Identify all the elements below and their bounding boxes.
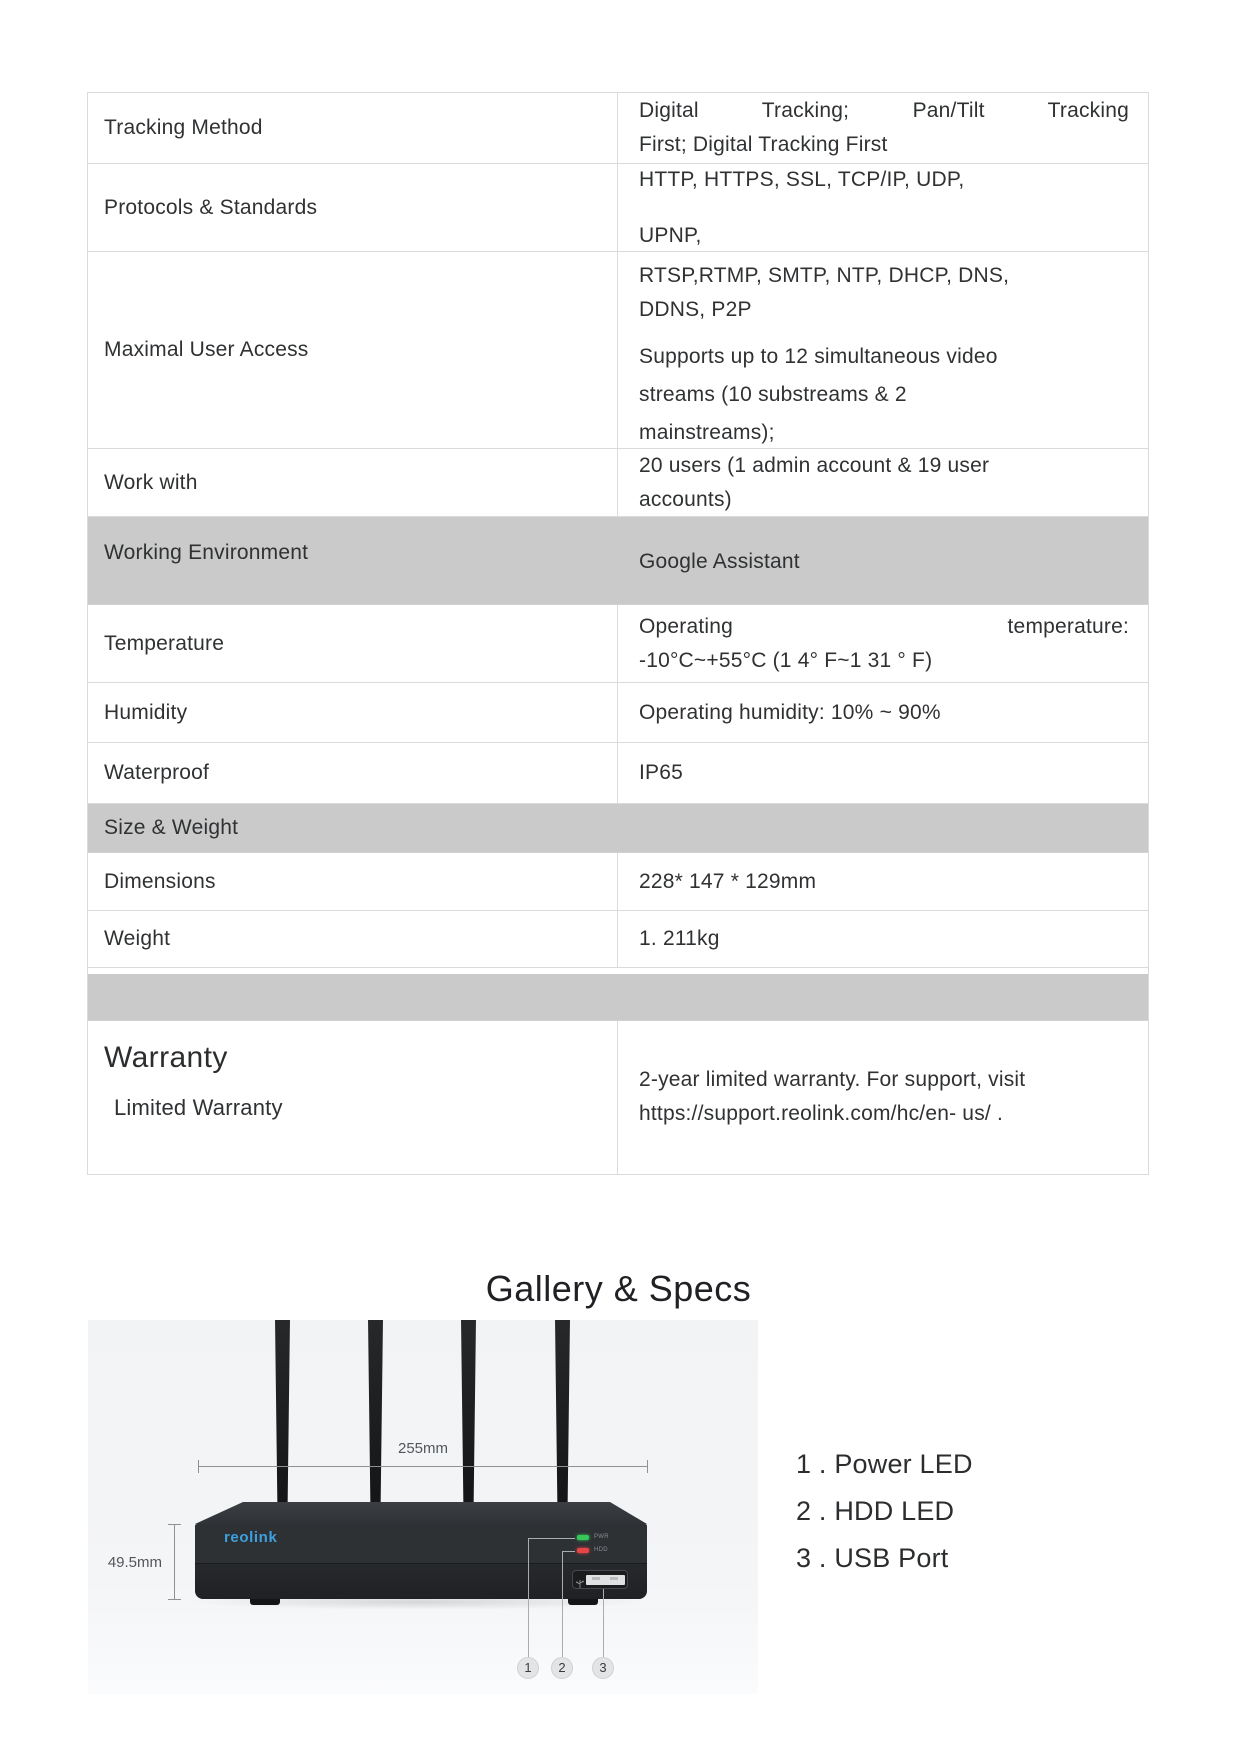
table-row: [88, 1021, 1148, 1174]
power-led-label: PWR: [594, 1534, 609, 1540]
dimension-tick: [168, 1599, 181, 1600]
usb-icon: [576, 1576, 584, 1594]
callout-line: [603, 1589, 604, 1657]
spec-value-line: 228* 147 * 129mm: [639, 869, 817, 893]
antenna: [367, 1320, 384, 1506]
table-row: [88, 853, 1148, 911]
spec-value: [618, 164, 1148, 251]
spec-label: Temperature: [88, 605, 618, 682]
callout-2-badge: 2: [551, 1657, 573, 1679]
spec-value-line: 1. 211kg: [639, 927, 720, 950]
spec-value-line: 20 users (1 admin account & 19 user: [639, 453, 990, 477]
spec-value-line: IP65: [639, 761, 683, 784]
table-section-row: [88, 517, 1148, 605]
spec-label-group: [88, 1021, 618, 1174]
spec-value-line: DDNS, P2P: [639, 298, 752, 321]
antenna: [554, 1320, 571, 1506]
dimension-tick: [168, 1524, 181, 1525]
gallery-heading: Gallery & Specs: [485, 1268, 752, 1309]
callout-line: [528, 1538, 575, 1539]
spec-value: [618, 449, 1148, 516]
spec-value-line: mainstreams);: [639, 421, 775, 444]
spec-value-line: -10°C~+55°C (1 4° F~1 31 ° F): [639, 648, 933, 672]
legend-item-power-led: 1 . Power LED: [796, 1449, 973, 1479]
spec-label: Humidity: [88, 683, 618, 742]
spec-value-line: First; Digital Tracking First: [639, 133, 888, 156]
spec-value-line: Google Assistant: [639, 550, 800, 573]
spec-value-line: RTSP,RTMP, SMTP, NTP, DHCP, DNS,: [639, 264, 1010, 287]
reolink-logo: reolink: [224, 1529, 278, 1546]
warranty-sub-label: Limited Warranty: [114, 1095, 283, 1120]
spec-value-line: Digital Tracking; Pan/Tilt Tracking: [639, 99, 1129, 122]
product-image: [88, 1320, 758, 1694]
spec-section-label: Working Environment: [104, 541, 309, 564]
table-section-row: [88, 804, 1148, 853]
spec-label: Maximal User Access: [88, 252, 618, 448]
spec-value: [618, 93, 1148, 163]
hdd-led-label: HDD: [594, 1547, 608, 1553]
height-dimension-label: 49.5mm: [107, 1554, 162, 1571]
spec-value: [618, 605, 1148, 682]
spec-label: Weight: [88, 911, 618, 967]
antenna: [460, 1320, 477, 1506]
callout-line: [562, 1551, 563, 1657]
table-row: [88, 252, 1148, 449]
spec-label: Dimensions: [88, 853, 618, 910]
spec-value: [618, 683, 1148, 742]
spec-value-line: accounts): [639, 487, 732, 511]
warranty-section-title: Warranty: [104, 1041, 228, 1074]
legend-item-hdd-led: 2 . HDD LED: [796, 1496, 955, 1526]
spec-label: Tracking Method: [88, 93, 618, 163]
callout-3-badge: 3: [592, 1657, 614, 1679]
device-foot: [250, 1598, 280, 1605]
table-row: [88, 605, 1148, 683]
width-dimension-label: 255mm: [397, 1440, 449, 1457]
spec-value-line: Operating humidity: 10% ~ 90%: [639, 700, 941, 724]
spec-label: Protocols & Standards: [88, 164, 618, 251]
spec-value: [618, 743, 1148, 803]
spec-table: [87, 92, 1149, 1175]
power-led-icon: [577, 1535, 589, 1540]
table-spacer-row: [88, 974, 1148, 1021]
spec-value-line: 2-year limited warranty. For support, visit: [639, 1068, 1026, 1091]
spec-value-line: Operating temperature:: [639, 614, 1129, 638]
empty-cell: [88, 974, 618, 1020]
warranty-support-url: https://support.reolink.com/hc/en- us/ .: [639, 1102, 1003, 1125]
spec-value-line: streams (10 substreams & 2: [639, 383, 907, 406]
table-row: [88, 683, 1148, 743]
spec-value-line: HTTP, HTTPS, SSL, TCP/IP, UDP,: [639, 167, 965, 191]
spec-label: Work with: [88, 449, 618, 516]
spec-value-paragraph: [639, 338, 1129, 452]
spec-value: [618, 517, 1148, 604]
usb-connector: [586, 1575, 625, 1585]
callout-line: [562, 1551, 575, 1552]
gallery-legend: [796, 1441, 973, 1582]
spec-value: [618, 1021, 1148, 1174]
usb-port: [572, 1570, 628, 1589]
dimension-tick: [198, 1460, 199, 1473]
spec-value: [618, 853, 1148, 910]
spec-value-line: Supports up to 12 simultaneous video: [639, 345, 998, 368]
table-row: [88, 164, 1148, 252]
antenna: [274, 1320, 291, 1506]
width-dimension-line: [198, 1466, 647, 1467]
callout-1-badge: 1: [517, 1657, 539, 1679]
spec-value: [618, 252, 1148, 448]
table-row: [88, 743, 1148, 804]
dimension-tick: [647, 1460, 648, 1473]
height-dimension-line: [174, 1524, 175, 1599]
spec-value: [618, 911, 1148, 967]
device-foot: [568, 1598, 598, 1605]
spec-value-line: UPNP,: [639, 223, 702, 247]
callout-line: [528, 1538, 529, 1657]
table-row: [88, 449, 1148, 517]
hdd-led-icon: [577, 1548, 589, 1553]
legend-item-usb-port: 3 . USB Port: [796, 1543, 949, 1573]
nvr-top-face: [195, 1502, 647, 1524]
spec-section-label: Size & Weight: [104, 816, 239, 839]
table-row: [88, 93, 1148, 164]
table-row: [88, 911, 1148, 968]
spec-label: Waterproof: [88, 743, 618, 803]
